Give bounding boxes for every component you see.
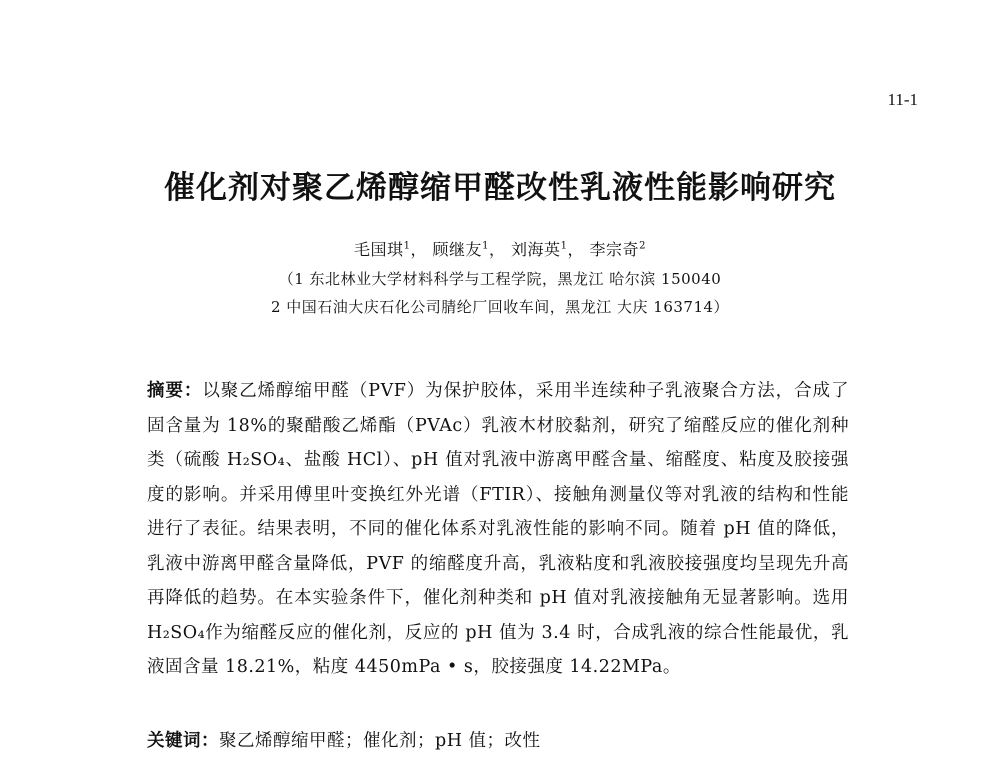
- abstract-text: 以聚乙烯醇缩甲醛（PVF）为保护胶体，采用半连续种子乳液聚合方法，合成了固含量为 18%的聚醋酸乙烯酯（PVAc）乳液木材胶黏剂，研究了缩醛反应的催化剂种类（硫酸 H₂SO₄、盐酸 HCl）、pH 值对乳液中游离甲醛含量、缩醛度、粘度及胶接强度的影响。并采用傅里叶变换红外光谱（FTIR）、接触角测量仪等对乳液的结构和性能进行了表征。结果表明，不同的催化体系对乳液性能的影响不同。随着 pH 值的降低，乳液中游离甲醛含量降低，PVF 的缩醛度升高，乳液粘度和乳液胶接强度均呈现先升高再降低的趋势。在本实验条件下，催化剂种类和 pH 值对乳液接触角无显著影响。选用 H₂SO₄作为缩醛反应的催化剂，反应的 pH 值为 3.4 时，合成乳液的综合性能最优，乳液固含量 18.21%，粘度 4450mPa • s，胶接强度 14.22MPa。: [147, 381, 849, 677]
- abstract-label: 摘要：: [147, 381, 203, 401]
- author-name: 毛国琪: [354, 240, 404, 259]
- author: [590, 240, 646, 259]
- author-affiliation-mark: 1: [560, 240, 568, 252]
- author-separator: ，: [567, 240, 584, 259]
- author-affiliation-mark: 2: [639, 240, 646, 252]
- abstract: [147, 374, 849, 685]
- author-affiliation-mark: 1: [482, 240, 489, 252]
- author-name: 顾继友: [432, 240, 483, 259]
- author-list: [0, 237, 1000, 260]
- affiliation-1: （1 东北林业大学材料科学与工程学院，黑龙江 哈尔滨 150040: [278, 270, 722, 288]
- author: [433, 240, 506, 259]
- author-affiliation-mark: 1: [403, 240, 411, 252]
- author: [354, 240, 427, 259]
- author: [511, 240, 584, 259]
- author-name: 刘海英: [511, 240, 561, 259]
- affiliation-2: 2 中国石油大庆石化公司腈纶厂回收车间，黑龙江 大庆 163714）: [270, 298, 730, 316]
- keywords-text: 聚乙烯醇缩甲醛；催化剂；pH 值；改性: [219, 731, 541, 751]
- paper-title: 催化剂对聚乙烯醇缩甲醛改性乳液性能影响研究: [164, 170, 836, 206]
- keywords: [147, 727, 849, 752]
- author-separator: ，: [410, 240, 427, 259]
- page-number: 11-1: [887, 90, 918, 109]
- author-name: 李宗奇: [589, 240, 640, 259]
- author-separator: ，: [488, 240, 506, 259]
- keywords-label: 关键词：: [147, 731, 219, 751]
